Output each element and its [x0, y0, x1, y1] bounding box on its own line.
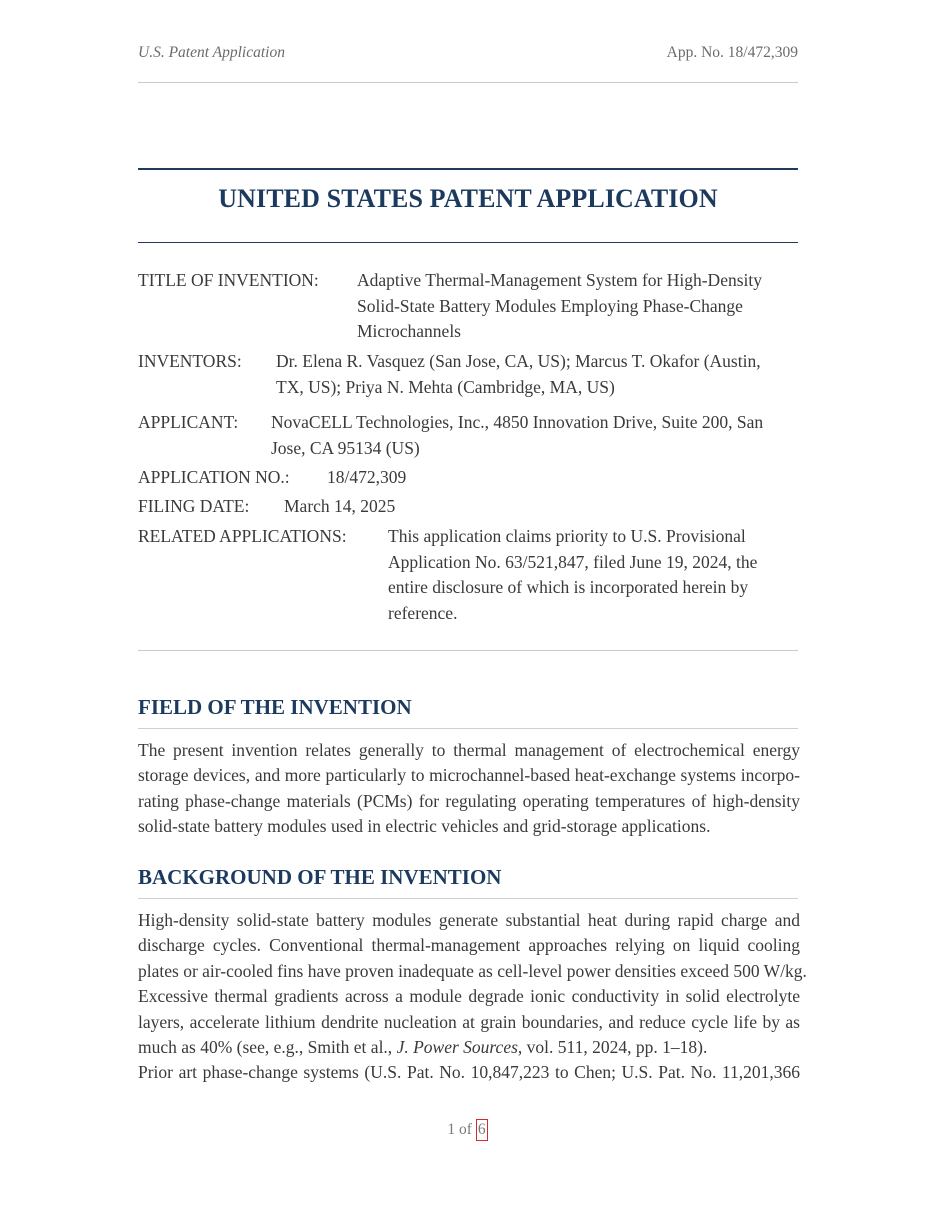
- meta-title-of-invention: [138, 268, 798, 345]
- section-heading-field: FIELD OF THE INVENTION: [138, 695, 412, 719]
- running-header-left: U.S. Patent Application: [138, 44, 285, 61]
- metadata-divider: [138, 650, 798, 651]
- citation-journal: J. Power Sources: [396, 1037, 518, 1058]
- title-top-rule: [138, 168, 798, 170]
- document-title: UNITED STATES PATENT APPLICATION: [218, 184, 718, 213]
- page-footer: [0, 1119, 935, 1141]
- meta-title-line: Microchannels: [357, 321, 461, 341]
- meta-related-applications: [138, 524, 798, 626]
- title-bottom-rule: [138, 242, 798, 243]
- total-pages-number[interactable]: 6: [476, 1119, 488, 1141]
- meta-filing-date: [138, 494, 798, 520]
- paragraph-line: High-density solid-state battery modules generate substantial heat during rapid charge and: [138, 910, 800, 930]
- meta-inventors-line: TX, US); Priya N. Mehta (Cambridge, MA, US): [276, 376, 615, 397]
- meta-application-number: [138, 465, 798, 491]
- running-header: [138, 44, 798, 66]
- meta-inventors-line: Dr. Elena R. Vasquez (San Jose, CA, US); Marcus T. Okafor (Austin,: [276, 351, 761, 371]
- meta-applicant: [138, 410, 798, 461]
- citation-text: much as 40% (see, e.g., Smith et al.,: [138, 1037, 397, 1058]
- meta-title-label: TITLE OF INVENTION:: [138, 270, 319, 290]
- paragraph-line-citation: [138, 1035, 800, 1060]
- meta-title-line: Adaptive Thermal-Management System for High-Density: [357, 270, 762, 290]
- meta-applicant-label: APPLICANT:: [138, 412, 239, 432]
- meta-title-line: Solid-State Battery Modules Employing Phase-Change: [357, 295, 743, 316]
- paragraph-field: [138, 738, 800, 840]
- header-divider: [138, 82, 798, 83]
- paragraph-line: plates or air-cooled fins have proven inadequate as cell-level power densities exceed 500 W/kg.: [138, 960, 807, 981]
- meta-applicant-line: NovaCELL Technologies, Inc., 4850 Innovation Drive, Suite 200, San: [271, 412, 764, 432]
- meta-related-line: reference.: [388, 602, 458, 623]
- meta-filing-value: March 14, 2025: [284, 496, 396, 516]
- meta-inventors-label: INVENTORS:: [138, 351, 242, 371]
- meta-filing-label: FILING DATE:: [138, 496, 250, 516]
- paragraph-line: rating phase-change materials (PCMs) for regulating operating temperatures of high-density: [138, 790, 800, 811]
- meta-related-line: entire disclosure of which is incorporated herein by: [388, 577, 749, 597]
- meta-inventors: [138, 349, 798, 400]
- meta-related-line: Application No. 63/521,847, filed June 19, 2024, the: [388, 551, 758, 572]
- section-rule-field: [138, 728, 798, 729]
- meta-related-label: RELATED APPLICATIONS:: [138, 526, 347, 546]
- section-rule-background: [138, 898, 798, 899]
- section-heading-background: BACKGROUND OF THE INVENTION: [138, 865, 502, 889]
- page-of-label: of: [459, 1121, 472, 1138]
- meta-applicant-value: [271, 410, 798, 461]
- current-page-number: 1: [447, 1121, 456, 1138]
- paragraph-line: The present invention relates generally to thermal management of electrochemical energy: [138, 740, 800, 760]
- meta-title-value: [357, 268, 798, 345]
- meta-appno-value: 18/472,309: [327, 467, 407, 487]
- meta-applicant-line: Jose, CA 95134 (US): [271, 437, 420, 458]
- paragraph-line: layers, accelerate lithium dendrite nucleation at grain boundaries, and reduce cycle life by as: [138, 1011, 800, 1032]
- paragraph-line: discharge cycles. Conventional thermal-management approaches relying on liquid cooling: [138, 935, 800, 956]
- meta-appno-label: APPLICATION NO.:: [138, 467, 290, 487]
- running-header-right: App. No. 18/472,309: [666, 44, 798, 61]
- paragraph-line: Excessive thermal gradients across a module degrade ionic conductivity in solid electrolyte: [138, 986, 800, 1007]
- meta-inventors-value: [276, 349, 798, 400]
- meta-related-value: [388, 524, 798, 626]
- paragraph-line: solid-state battery modules used in electric vehicles and grid-storage applications.: [138, 816, 711, 837]
- paragraph-line: Prior art phase-change systems (U.S. Pat. No. 10,847,223 to Chen; U.S. Pat. No. 11,201,366: [138, 1062, 800, 1083]
- paragraph-line: storage devices, and more particularly to microchannel-based heat-exchange systems incorpo-: [138, 765, 800, 786]
- meta-related-line: This application claims priority to U.S. Provisional: [388, 526, 746, 546]
- paragraph-background: [138, 908, 807, 1086]
- citation-details: , vol. 511, 2024, pp. 1–18).: [517, 1037, 708, 1058]
